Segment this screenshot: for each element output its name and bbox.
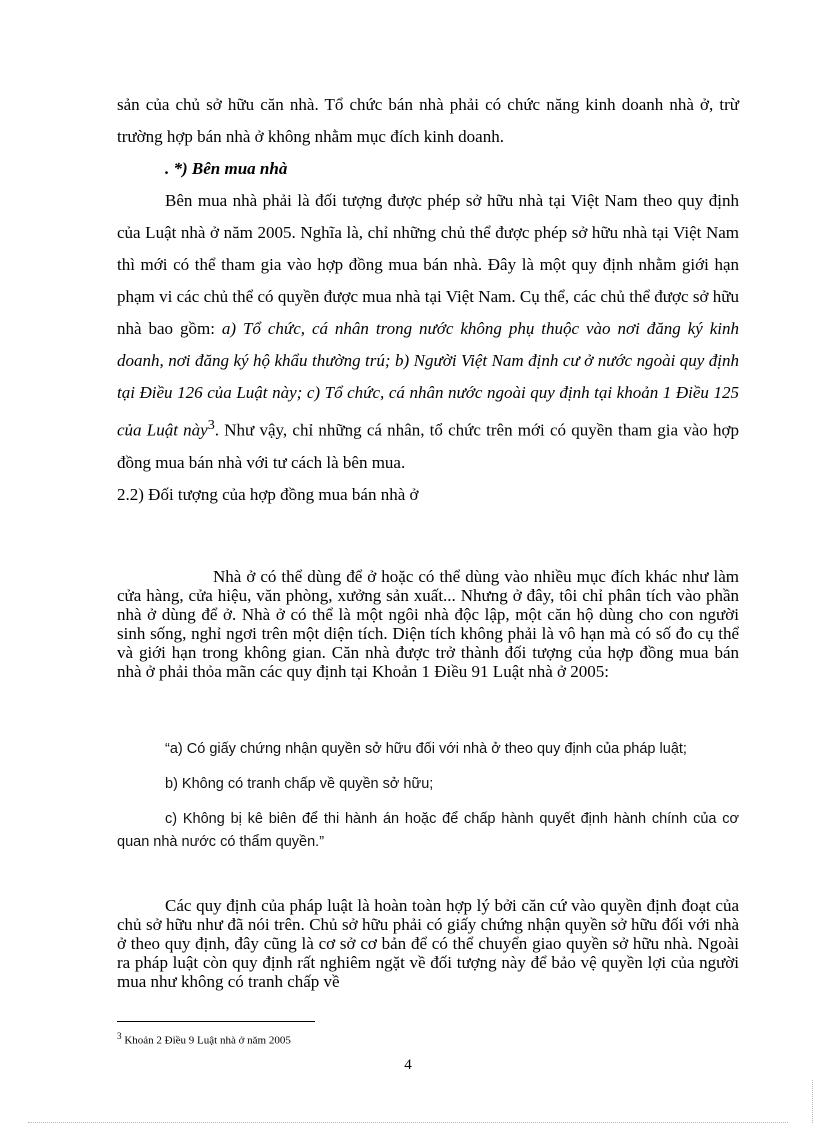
quote-item-a: “a) Có giấy chứng nhận quyền sở hữu đối với nhà ở theo quy định của pháp luật;: [165, 741, 687, 757]
legal-quote: [117, 738, 739, 854]
quote-item-b: b) Không có tranh chấp về quyền sở hữu;: [165, 776, 434, 792]
quote-item-c: c) Không bị kê biên để thi hành án hoặc để chấp hành quyết định hành chính của cơ quan nhà nước có thẩm quyền.”: [117, 811, 739, 850]
section-buyer: [117, 89, 739, 511]
paragraph-house-object: [117, 567, 739, 681]
footnote-mark: 3: [117, 1031, 122, 1041]
paragraph-analysis-text: Các quy định của pháp luật là hoàn toàn hợp lý bởi căn cứ vào quyền định đoạt của chủ sở hữu như đã nói trên. Chủ sở hữu phải có giấy chứng nhận quyền sở hữu đối với nhà ở theo quy định, đây cũng là cơ sở cơ bản để có thể chuyển giao quyền sở hữu nhà. Ngoài ra pháp luật còn quy định rất nghiêm ngặt về đối tượng này để bảo vệ quyền lợi của người mua như không có tranh chấp về: [117, 896, 739, 991]
page-boundary-vertical: [812, 1080, 813, 1123]
heading-prefix: .: [165, 159, 174, 178]
page-number: 4: [404, 1057, 412, 1073]
heading-buyer-text: *) Bên mua nhà: [173, 159, 288, 178]
heading-buyer: [117, 153, 739, 185]
paragraph-house-text: Nhà ở có thể dùng để ở hoặc có thể dùng vào nhiều mục đích khác như làm cửa hàng, cửa hiệu, văn phòng, xưởng sản xuất... Nhưng ở đây, tôi chỉ phân tích vào phần nhà ở dùng để ở. Nhà ở có thể là một ngôi nhà độc lập, một căn hộ dùng cho con người sinh sống, nghỉ ngơi trên một diện tích. Diện tích không phải là vô hạn mà có số đo cụ thể và giới hạn trong không gian. Căn nhà được trở thành đối tượng của hợp đồng mua bán nhà ở phải thỏa mãn các quy định tại Khoản 1 Điều 91 Luật nhà ở 2005:: [117, 567, 739, 681]
footnote-text: Khoản 2 Điều 9 Luật nhà ở năm 2005: [121, 1034, 291, 1047]
paragraph-seller-end: sản của chủ sở hữu căn nhà. Tổ chức bán nhà phải có chức năng kinh doanh nhà ở, trừ trường hợp bán nhà ở không nhằm mục đích kinh doanh.: [117, 95, 739, 146]
footnote-reference: 3: [207, 417, 215, 433]
paragraph-analysis: [117, 896, 739, 991]
paragraph-buyer-intro: Bên mua nhà phải là đối tượng được phép sở hữu nhà tại Việt Nam theo quy định của Luật nhà ở năm 2005. Nghĩa là, chỉ những chủ thể được phép sở hữu nhà tại Việt Nam thì mới có thể tham gia vào hợp đồng mua bán nhà. Đây là một quy định nhằm giới hạn phạm vi các chủ thể có quyền được mua nhà tại Việt Nam. Cụ thể, các chủ thể được sở hữu nhà bao gồm:: [117, 191, 739, 338]
paragraph-buyer-end: . Như vậy, chỉ những cá nhân, tổ chức trên mới có quyền tham gia vào hợp đồng mua bán nhà với tư cách là bên mua.: [117, 420, 739, 472]
footnote: [117, 1031, 291, 1047]
subheading-object: 2.2) Đối tượng của hợp đồng mua bán nhà ở: [117, 484, 419, 504]
paragraph-buyer-italic: a) Tổ chức, cá nhân trong nước không phụ thuộc vào nơi đăng ký kinh doanh, nơi đăng ký hộ khẩu thường trú; b) Người Việt Nam định cư ở nước ngoài quy định tại Điều 126 của Luật này; c) Tổ chức, cá nhân nước ngoài quy định tại khoản 1 Điều 125 của Luật này: [117, 319, 739, 440]
footnote-separator: [117, 1021, 315, 1022]
paragraph-buyer: [117, 185, 739, 479]
